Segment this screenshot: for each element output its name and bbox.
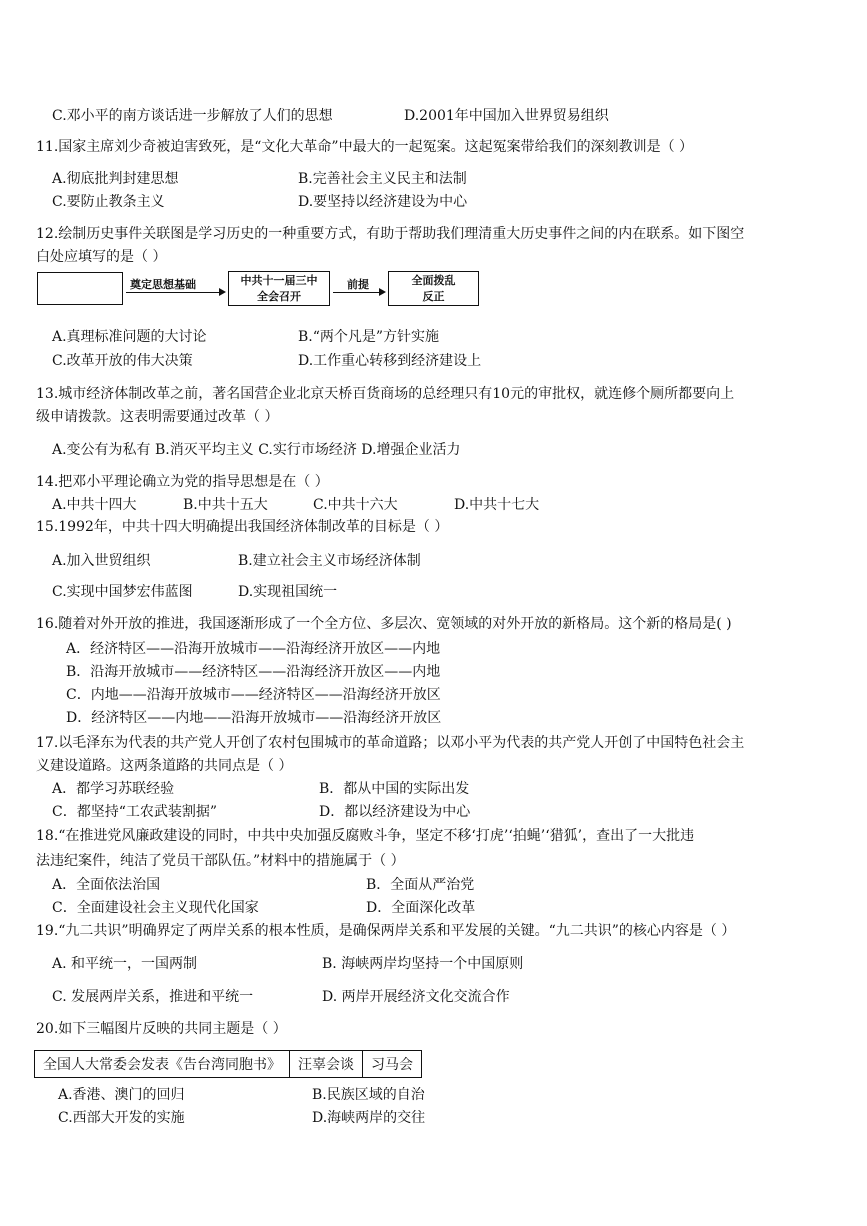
q18-option-c: C．全面建设社会主义现代化国家 [52, 900, 259, 916]
q18-option-b: B．全面从严治党 [366, 877, 475, 893]
q20-option-a: A.香港、澳门的回归 [58, 1087, 185, 1103]
q17-stem-line1: 17.以毛泽东为代表的共产党人开创了农村包围城市的革命道路；以邓小平为代表的共产党人开创了中国特色社会主 [36, 735, 745, 751]
arrow-line-2 [333, 292, 380, 293]
arrow-head-1 [219, 288, 226, 296]
event-box-reform-line1: 全面拨乱 [411, 274, 456, 287]
q15-option-c: C.实现中国梦宏伟蓝图 [52, 584, 193, 600]
q12-option-a: A.真理标准问题的大讨论 [52, 329, 207, 345]
q20-cell-1: 全国人大常委会发表《告台湾同胞书》 [35, 1051, 290, 1078]
q16-option-d: D．经济特区——内地——沿海开放城市——沿海经济开放区 [66, 710, 442, 726]
q11-option-a: A.彻底批判封建思想 [52, 171, 179, 187]
event-box-third-plenum-line2: 全会召开 [257, 290, 301, 303]
q11-option-d: D.要坚持以经济建设为中心 [298, 194, 468, 210]
q19-option-a: A. 和平统一，一国两制 [52, 956, 198, 972]
q20-option-c: C.西部大开发的实施 [58, 1110, 185, 1126]
q16-stem: 16.随着对外开放的推进，我国逐渐形成了一个全方位、多层次、宽领域的对外开放的新格局。这个新的格局是( ) [36, 616, 732, 632]
q11-stem: 11.国家主席刘少奇被迫害致死，是“文化大革命”中最大的一起冤案。这起冤案带给我们的深刻教训是（ ） [36, 139, 694, 155]
q12-option-b: B.“两个凡是”方针实施 [298, 329, 440, 345]
arrow-label-foundation: 奠定思想基础 [130, 278, 196, 291]
q15-stem: 15.1992年，中共十四大明确提出我国经济体制改革的目标是（ ） [36, 519, 449, 535]
q12-stem-line1: 12.绘制历史事件关联图是学习历史的一种重要方式，有助于帮助我们理清重大历史事件之间的内在联系。如下图空 [36, 226, 745, 242]
q10-option-d: D.2001年中国加入世界贸易组织 [404, 108, 609, 124]
q13-stem-line2: 级申请拨款。这表明需要通过改革（ ） [36, 409, 279, 425]
q14-option-d: D.中共十七大 [454, 497, 540, 513]
q19-option-c: C. 发展两岸关系，推进和平统一 [52, 989, 254, 1005]
q17-option-d: D．都以经济建设为中心 [319, 804, 471, 820]
q20-option-d: D.海峡两岸的交往 [312, 1110, 426, 1126]
q19-stem: 19.“九二共识”明确界定了两岸关系的根本性质，是确保两岸关系和平发展的关键。“九二共识”的核心内容是（ ） [36, 923, 736, 939]
arrow-label-premise: 前提 [347, 278, 369, 291]
arrow-head-2 [379, 288, 386, 296]
q19-option-d: D. 两岸开展经济文化交流合作 [322, 989, 510, 1005]
q17-option-a: A．都学习苏联经验 [52, 781, 175, 797]
q11-option-c: C.要防止教条主义 [52, 194, 165, 210]
q15-option-a: A.加入世贸组织 [52, 553, 151, 569]
q20-cell-3: 习马会 [363, 1051, 422, 1078]
q12-option-c: C.改革开放的伟大决策 [52, 353, 193, 369]
q15-option-b: B.建立社会主义市场经济体制 [238, 553, 421, 569]
q16-option-a: A．经济特区——沿海开放城市——沿海经济开放区——内地 [66, 641, 441, 657]
q11-option-b: B.完善社会主义民主和法制 [298, 171, 467, 187]
q18-option-d: D．全面深化改革 [366, 900, 476, 916]
q14-option-a: A.中共十四大 [52, 497, 137, 513]
q13-stem-line1: 13.城市经济体制改革之前，著名国营企业北京天桥百货商场的总经理只有10元的审批权，就连修个厕所都要向上 [36, 386, 735, 402]
q17-option-c: C．都坚持“工农武装割据” [52, 804, 218, 820]
event-box-third-plenum-line1: 中共十一届三中 [240, 274, 318, 287]
q12-option-d: D.工作重心转移到经济建设上 [298, 353, 482, 369]
q20-option-b: B.民族区域的自治 [312, 1087, 425, 1103]
q16-option-c: C．内地——沿海开放城市——经济特区——沿海经济开放区 [66, 687, 441, 703]
q20-cell-2: 汪辜会谈 [290, 1051, 363, 1078]
q19-option-b: B. 海峡两岸均坚持一个中国原则 [322, 956, 524, 972]
q14-stem: 14.把邓小平理论确立为党的指导思想是在（ ） [36, 474, 329, 490]
q16-option-b: B．沿海开放城市——经济特区——沿海经济开放区——内地 [66, 664, 441, 680]
q14-option-b: B.中共十五大 [183, 497, 268, 513]
q20-picture-table [34, 1050, 422, 1078]
q14-option-c: C.中共十六大 [313, 497, 398, 513]
blank-box [37, 272, 123, 305]
q12-stem-line2: 白处应填写的是（ ） [36, 249, 167, 265]
q17-option-b: B．都从中国的实际出发 [319, 781, 470, 797]
q17-stem-line2: 义建设道路。这两条道路的共同点是（ ） [36, 758, 293, 774]
q18-stem-line1: 18.“在推进党风廉政建设的同时，中共中央加强反腐败斗争，坚定不移‘打虎’‘拍蝇’‘猎狐’，查出了一大批违 [36, 828, 695, 844]
q18-option-a: A．全面依法治国 [52, 877, 161, 893]
q13-options: A.变公有为私有 B.消灭平均主义 C.实行市场经济 D.增强企业活力 [52, 442, 461, 458]
q15-option-d: D.实现祖国统一 [238, 584, 338, 600]
q20-stem: 20.如下三幅图片反映的共同主题是（ ） [36, 1021, 287, 1037]
q10-option-c: C.邓小平的南方谈话进一步解放了人们的思想 [52, 108, 333, 124]
event-box-reform-line2: 反正 [422, 290, 445, 303]
q18-stem-line2: 法违纪案件，纯洁了党员干部队伍。”材料中的措施属于（ ） [36, 853, 405, 869]
arrow-line-1 [126, 292, 220, 293]
